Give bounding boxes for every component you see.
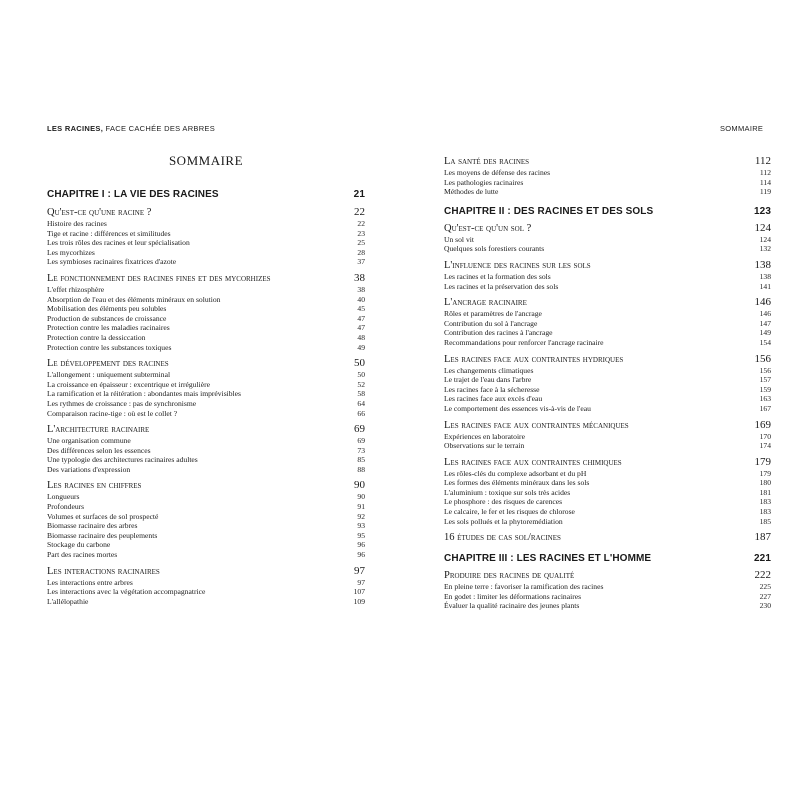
section-heading [444, 222, 771, 235]
section-label: Qu'est-ce qu'un sol ? [444, 222, 532, 234]
entry-page: 28 [357, 247, 365, 257]
entry-label: Évaluer la qualité racinaire des jeunes plants [444, 601, 580, 611]
entry-label: Volumes et surfaces de sol prospecté [47, 511, 159, 521]
toc-entry [47, 399, 365, 409]
entry-label: Les interactions avec la végétation accompagnatrice [47, 587, 206, 597]
chapter-label: CHAPITRE II : DES RACINES ET DES SOLS [444, 205, 654, 217]
entry-page: 112 [759, 168, 771, 177]
toc-section [444, 531, 771, 544]
toc-entry [47, 550, 365, 560]
section-page: 97 [354, 564, 365, 577]
toc-entry [47, 343, 365, 353]
entry-label: Des différences selon les essences [47, 445, 151, 455]
toc-entry [444, 272, 771, 282]
section-items [444, 309, 771, 347]
entry-page: 88 [357, 464, 365, 474]
entry-label: Les racines et la formation des sols [444, 271, 551, 281]
toc-entry [444, 404, 771, 414]
entry-label: Les racines face à la sécheresse [444, 384, 540, 394]
entry-label: La ramification et la réitération : abondantes mais imprévisibles [47, 389, 241, 399]
section-label: Les racines en chiffres [47, 480, 142, 492]
toc-section [444, 419, 771, 451]
toc-entry [444, 328, 771, 338]
section-label: L'ancrage racinaire [444, 297, 527, 309]
toc-entry [47, 380, 365, 390]
entry-label: Les interactions entre arbres [47, 577, 133, 587]
section-heading [47, 272, 365, 285]
entry-page: 96 [357, 540, 365, 550]
section-heading [444, 419, 771, 432]
entry-page: 141 [759, 281, 771, 291]
right-page-column [444, 155, 771, 616]
toc-entry [47, 587, 365, 597]
toc-entry [444, 375, 771, 385]
left-page-column [47, 150, 365, 611]
toc-entry [47, 540, 365, 550]
section-page: 179 [754, 455, 771, 468]
entry-label: Le calcaire, le fer et les risques de chlorose [444, 507, 575, 517]
section-heading [444, 531, 771, 544]
left-sections [47, 206, 365, 606]
toc-entry [47, 295, 365, 305]
entry-label: Histoire des racines [47, 219, 107, 228]
chapter-label: CHAPITRE I : LA VIE DES RACINES [47, 189, 219, 200]
entry-label: Les sols pollués et la phytoremédiation [444, 516, 563, 526]
section-label: Le fonctionnement des racines fines et des mycorhizes [47, 272, 271, 284]
section-page: 124 [754, 221, 771, 234]
toc-entry [47, 409, 365, 419]
entry-label: Part des racines mortes [47, 550, 118, 560]
entry-label: Un sol vit [444, 234, 474, 244]
entry-page: 91 [357, 502, 365, 512]
entry-label: Protection contre la dessiccation [47, 332, 146, 342]
entry-page: 45 [357, 304, 365, 314]
toc-entry [47, 248, 365, 258]
entry-label: Une organisation commune [47, 436, 131, 446]
toc-entry [444, 601, 771, 611]
entry-label: En pleine terre : favoriser la ramification des racines [444, 582, 604, 592]
toc-entry [47, 492, 365, 502]
entry-page: 23 [357, 228, 365, 238]
entry-label: Les rythmes de croissance : pas de synchronisme [47, 398, 197, 408]
toc-entry [444, 338, 771, 348]
section-label: Les racines face aux contraintes chimiques [444, 456, 622, 468]
entry-page: 163 [759, 394, 771, 404]
section-items [47, 578, 365, 607]
right-sections-mid [444, 222, 771, 544]
section-page: 50 [354, 357, 365, 370]
toc-entry [47, 333, 365, 343]
section-page: 138 [754, 258, 771, 271]
toc-entry [47, 229, 365, 239]
entry-page: 146 [759, 309, 771, 319]
section-heading [444, 296, 771, 309]
toc-entry [444, 366, 771, 376]
entry-label: Le comportement des essences vis-à-vis de l'eau [444, 403, 591, 413]
entry-label: Les mycorhizes [47, 247, 95, 257]
section-heading [444, 353, 771, 366]
entry-label: Rôles et paramètres de l'ancrage [444, 309, 542, 319]
section-items [444, 168, 771, 197]
entry-page: 230 [759, 601, 771, 611]
toc-entry [47, 512, 365, 522]
entry-page: 149 [759, 328, 771, 338]
toc-section [444, 296, 771, 347]
toc-entry [47, 370, 365, 380]
section-label: La santé des racines [444, 156, 530, 167]
entry-page: 180 [759, 478, 771, 488]
toc-entry [47, 578, 365, 588]
running-head-left-rest: FACE CACHÉE DES ARBRES [103, 124, 216, 133]
entry-label: Comparaison racine-tige : où est le collet ? [47, 408, 178, 418]
entry-page: 90 [357, 492, 365, 502]
toc-entry [444, 497, 771, 507]
entry-page: 85 [357, 455, 365, 465]
entry-page: 185 [759, 516, 771, 526]
entry-page: 22 [357, 219, 365, 228]
toc-entry [444, 168, 771, 178]
entry-label: Expériences en laboratoire [444, 431, 525, 441]
entry-label: Observations sur le terrain [444, 441, 525, 451]
entry-page: 114 [759, 177, 771, 187]
section-items [47, 219, 365, 267]
entry-label: Les racines face aux excès d'eau [444, 394, 543, 404]
entry-label: Stockage du carbone [47, 540, 111, 550]
entry-label: Les trois rôles des racines et leur spécialisation [47, 238, 190, 248]
entry-page: 167 [759, 403, 771, 413]
entry-label: Recommandations pour renforcer l'ancrage racinaire [444, 337, 604, 347]
toc-entry [444, 178, 771, 188]
entry-label: Les rôles-clés du complexe adsorbant et du pH [444, 468, 587, 478]
entry-label: Méthodes de lutte [444, 187, 499, 197]
entry-label: Contribution des racines à l'ancrage [444, 328, 553, 338]
entry-label: Des variations d'expression [47, 464, 131, 474]
entry-label: L'effet rhizosphère [47, 284, 105, 294]
chapter-label: CHAPITRE III : LES RACINES ET L'HOMME [444, 553, 652, 565]
entry-label: Absorption de l'eau et des éléments minéraux en solution [47, 294, 221, 304]
entry-label: Longueurs [47, 492, 80, 502]
section-items [444, 272, 771, 291]
section-heading [47, 206, 365, 219]
section-heading [47, 423, 365, 436]
toc-entry [444, 441, 771, 451]
entry-page: 170 [759, 431, 771, 441]
entry-label: Les formes des éléments minéraux dans les sols [444, 478, 590, 488]
running-head-right: SOMMAIRE [720, 124, 764, 133]
toc-entry [444, 235, 771, 245]
section-items [444, 582, 771, 611]
entry-label: Mobilisation des éléments peu solubles [47, 304, 167, 314]
section-heading [444, 456, 771, 469]
chapter-page: 123 [754, 205, 771, 217]
entry-page: 47 [357, 323, 365, 333]
entry-label: Contribution du sol à l'ancrage [444, 318, 538, 328]
entry-label: Protection contre les maladies racinaires [47, 323, 170, 333]
entry-label: Les changements climatiques [444, 365, 534, 375]
chapter-page: 221 [754, 553, 771, 565]
entry-label: L'allongement : uniquement subterminal [47, 370, 171, 380]
toc-entry [47, 285, 365, 295]
entry-label: Le trajet de l'eau dans l'arbre [444, 375, 532, 385]
entry-page: 147 [759, 318, 771, 328]
section-heading [47, 357, 365, 370]
toc-section [444, 569, 771, 611]
chapter-page: 21 [353, 189, 365, 200]
toc-entry [47, 521, 365, 531]
entry-label: Quelques sols forestiers courants [444, 244, 545, 254]
section-items [444, 469, 771, 527]
entry-label: Le phosphore : des risques de carences [444, 497, 563, 507]
entry-page: 40 [357, 294, 365, 304]
entry-page: 174 [759, 441, 771, 451]
section-heading [47, 479, 365, 492]
entry-page: 49 [357, 342, 365, 352]
entry-page: 37 [357, 257, 365, 267]
entry-page: 107 [353, 587, 365, 597]
section-items [47, 285, 365, 352]
toc-entry [47, 455, 365, 465]
toc-entry [444, 582, 771, 592]
entry-page: 124 [759, 234, 771, 244]
toc-entry [47, 304, 365, 314]
section-label: Le développement des racines [47, 358, 169, 370]
entry-page: 92 [357, 511, 365, 521]
section-label: L'influence des racines sur les sols [444, 259, 591, 271]
toc-entry [47, 238, 365, 248]
section-items [47, 492, 365, 559]
entry-label: En godet : limiter les déformations racinaires [444, 591, 582, 601]
entry-page: 93 [357, 521, 365, 531]
chapter-heading [444, 206, 771, 217]
toc-section [47, 206, 365, 267]
entry-page: 95 [357, 530, 365, 540]
entry-label: Production de substances de croissance [47, 313, 167, 323]
toc-entry [47, 323, 365, 333]
section-items [47, 370, 365, 418]
entry-page: 225 [759, 582, 771, 592]
toc-entry [444, 187, 771, 197]
toc-entry [444, 244, 771, 254]
section-label: Les racines face aux contraintes mécaniques [444, 419, 629, 431]
section-label: L'architecture racinaire [47, 424, 150, 436]
section-items [444, 432, 771, 451]
entry-page: 179 [759, 468, 771, 478]
toc-section [47, 479, 365, 559]
entry-page: 58 [357, 389, 365, 399]
toc-entry [444, 385, 771, 395]
entry-label: Les racines et la préservation des sols [444, 281, 559, 291]
entry-page: 66 [357, 408, 365, 418]
toc-section [47, 565, 365, 607]
section-heading [444, 259, 771, 272]
toc-section [47, 423, 365, 474]
entry-page: 48 [357, 332, 365, 342]
entry-page: 154 [759, 337, 771, 347]
section-heading [444, 569, 771, 582]
toc-entry [47, 219, 365, 229]
entry-page: 181 [759, 487, 771, 497]
entry-page: 73 [357, 445, 365, 455]
entry-label: Une typologie des architectures racinaires adultes [47, 455, 198, 465]
section-label: Les interactions racinaires [47, 565, 160, 577]
section-page: 169 [754, 418, 771, 431]
section-items [444, 235, 771, 254]
entry-label: Profondeurs [47, 502, 85, 512]
entry-page: 25 [357, 238, 365, 248]
toc-section [47, 272, 365, 352]
right-sections-top [444, 155, 771, 197]
entry-label: Biomasse racinaire des peuplements [47, 530, 158, 540]
entry-label: L'aluminium : toxique sur sols très acides [444, 487, 571, 497]
section-page: 156 [754, 352, 771, 365]
toc-entry [444, 309, 771, 319]
toc-section [444, 353, 771, 414]
entry-page: 159 [759, 384, 771, 394]
toc-entry [47, 389, 365, 399]
section-page: 90 [354, 479, 365, 492]
toc-entry [444, 469, 771, 479]
sommaire-title: SOMMAIRE [168, 153, 244, 168]
toc-entry [47, 436, 365, 446]
entry-label: Les pathologies racinaires [444, 177, 524, 187]
section-label: Qu'est-ce qu'une racine ? [47, 207, 152, 218]
toc-entry [444, 592, 771, 602]
entry-label: L'allélopathie [47, 596, 89, 606]
running-head-left-bold: LES RACINES, [47, 124, 104, 133]
toc-entry [47, 597, 365, 607]
section-page: 22 [354, 206, 365, 218]
toc-entry [444, 507, 771, 517]
section-heading [444, 155, 771, 168]
entry-page: 183 [759, 507, 771, 517]
toc-entry [47, 531, 365, 541]
entry-page: 138 [759, 271, 771, 281]
entry-page: 157 [759, 375, 771, 385]
entry-page: 227 [759, 591, 771, 601]
entry-page: 97 [357, 577, 365, 587]
section-page: 38 [354, 271, 365, 284]
entry-page: 38 [357, 284, 365, 294]
right-sections-bottom [444, 569, 771, 611]
entry-label: Protection contre les substances toxiques [47, 342, 172, 352]
section-items [47, 436, 365, 474]
entry-page: 50 [357, 370, 365, 380]
entry-label: Les moyens de défense des racines [444, 168, 551, 177]
entry-page: 96 [357, 550, 365, 560]
entry-page: 52 [357, 379, 365, 389]
toc-entry [444, 432, 771, 442]
toc-section [47, 357, 365, 418]
entry-label: Biomasse racinaire des arbres [47, 521, 138, 531]
toc-entry [444, 478, 771, 488]
entry-page: 64 [357, 398, 365, 408]
entry-page: 109 [353, 596, 365, 606]
entry-page: 156 [759, 365, 771, 375]
entry-page: 69 [357, 436, 365, 446]
entry-page: 132 [759, 244, 771, 254]
toc-entry [444, 517, 771, 527]
entry-label: La croissance en épaisseur : excentrique et irrégulière [47, 379, 210, 389]
entry-label: Tige et racine : différences et similitudes [47, 228, 171, 238]
toc-entry [47, 465, 365, 475]
toc-entry [47, 502, 365, 512]
section-heading [47, 565, 365, 578]
toc-entry [444, 319, 771, 329]
chapter-heading [444, 553, 771, 564]
section-label: Les racines face aux contraintes hydriques [444, 353, 624, 365]
entry-page: 183 [759, 497, 771, 507]
chapter-heading [47, 189, 365, 200]
section-page: 146 [754, 296, 771, 309]
toc-entry [47, 446, 365, 456]
section-page: 222 [754, 569, 771, 582]
entry-page: 119 [759, 187, 771, 197]
running-head-left [47, 124, 215, 133]
toc-entry [47, 314, 365, 324]
section-page: 187 [754, 531, 771, 544]
section-page: 112 [754, 155, 771, 167]
section-items [444, 366, 771, 414]
toc-section [444, 222, 771, 254]
entry-label: Les symbioses racinaires fixatrices d'azote [47, 257, 177, 267]
toc-entry [444, 282, 771, 292]
toc-entry [444, 394, 771, 404]
section-label: 16 études de cas sol/racines [444, 532, 561, 544]
toc-section [444, 259, 771, 291]
section-label: Produire des racines de qualité [444, 570, 575, 582]
section-page: 69 [354, 423, 365, 436]
toc-section [444, 155, 771, 197]
toc-entry [444, 488, 771, 498]
entry-page: 47 [357, 313, 365, 323]
toc-entry [47, 257, 365, 267]
toc-section [444, 456, 771, 527]
